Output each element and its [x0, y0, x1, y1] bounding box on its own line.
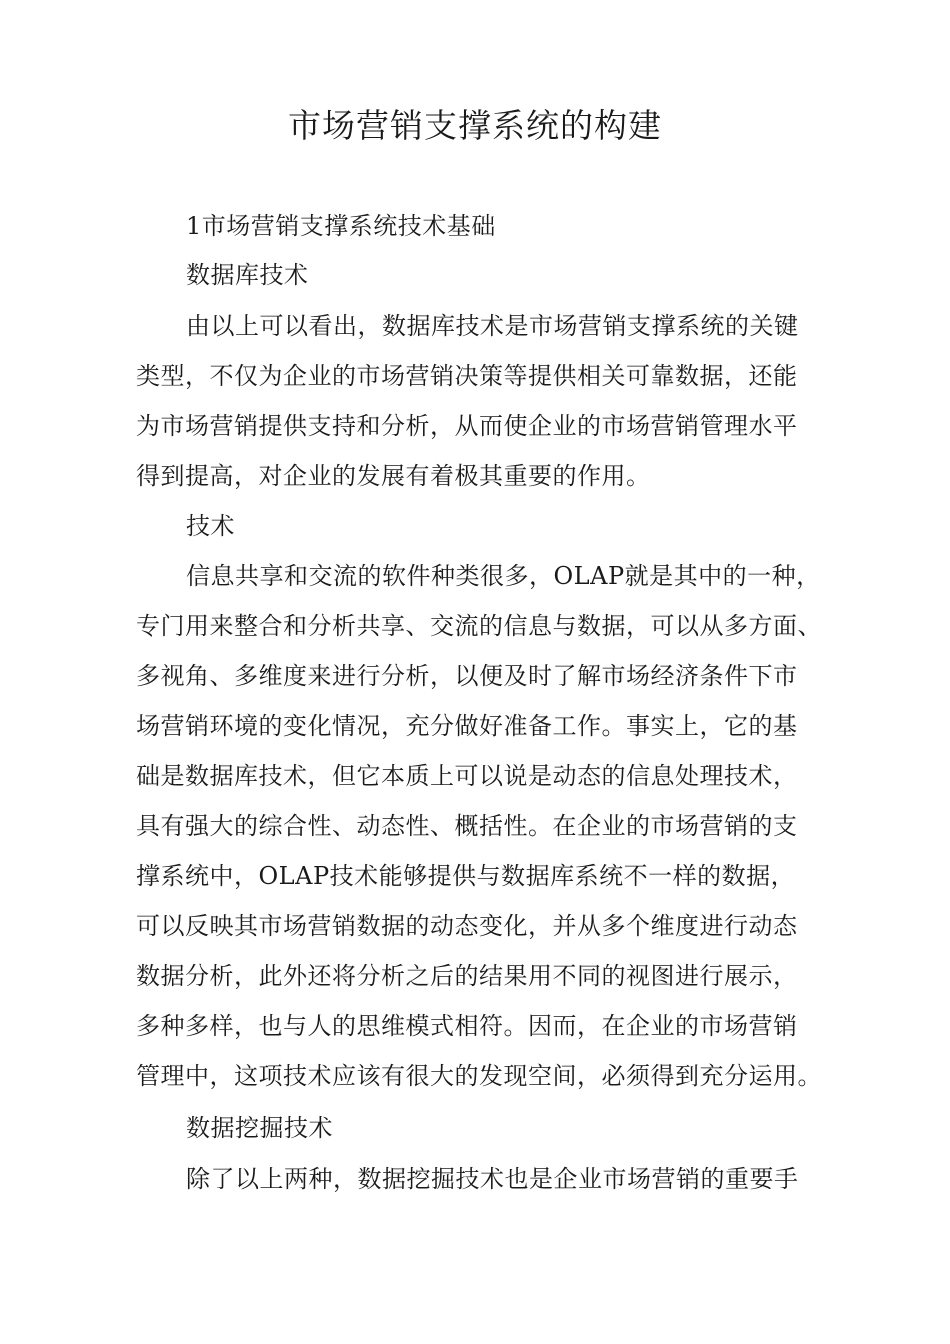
paragraph-line: 类型，不仅为企业的市场营销决策等提供相关可靠数据，还能 [136, 362, 798, 390]
subheading-data-mining: 数据挖掘技术 [186, 1114, 333, 1142]
paragraph-line: 由以上可以看出，数据库技术是市场营销支撑系统的关键 [186, 312, 799, 340]
paragraph-line: 撑系统中，OLAP技术能够提供与数据库系统不一样的数据， [136, 862, 796, 890]
paragraph-line: 得到提高，对企业的发展有着极其重要的作用。 [136, 462, 651, 490]
paragraph-line: 多视角、多维度来进行分析，以便及时了解市场经济条件下市 [136, 662, 798, 690]
paragraph-line: 数据分析，此外还将分析之后的结果用不同的视图进行展示， [136, 962, 798, 990]
section-heading-1: 1市场营销支撑系统技术基础 [186, 212, 496, 240]
paragraph-line: 多种多样，也与人的思维模式相符。因而，在企业的市场营销 [136, 1012, 798, 1040]
subheading-database-tech: 数据库技术 [186, 261, 309, 289]
paragraph-line: 管理中，这项技术应该有很大的发现空间，必须得到充分运用。 [136, 1062, 822, 1090]
paragraph-line: 础是数据库技术，但它本质上可以说是动态的信息处理技术， [136, 762, 798, 790]
document-title: 市场营销支撑系统的构建 [288, 106, 662, 145]
paragraph-line: 具有强大的综合性、动态性、概括性。在企业的市场营销的支 [136, 812, 798, 840]
paragraph-line: 专门用来整合和分析共享、交流的信息与数据，可以从多方面、 [136, 612, 822, 640]
paragraph-line: 除了以上两种，数据挖掘技术也是企业市场营销的重要手 [186, 1165, 799, 1193]
paragraph-line: 可以反映其市场营销数据的动态变化，并从多个维度进行动态 [136, 912, 798, 940]
paragraph-line: 信息共享和交流的软件种类很多，OLAP就是其中的一种， [186, 562, 821, 590]
paragraph-line: 为市场营销提供支持和分析，从而使企业的市场营销管理水平 [136, 412, 798, 440]
subheading-tech: 技术 [186, 512, 235, 540]
paragraph-line: 场营销环境的变化情况，充分做好准备工作。事实上，它的基 [136, 712, 798, 740]
